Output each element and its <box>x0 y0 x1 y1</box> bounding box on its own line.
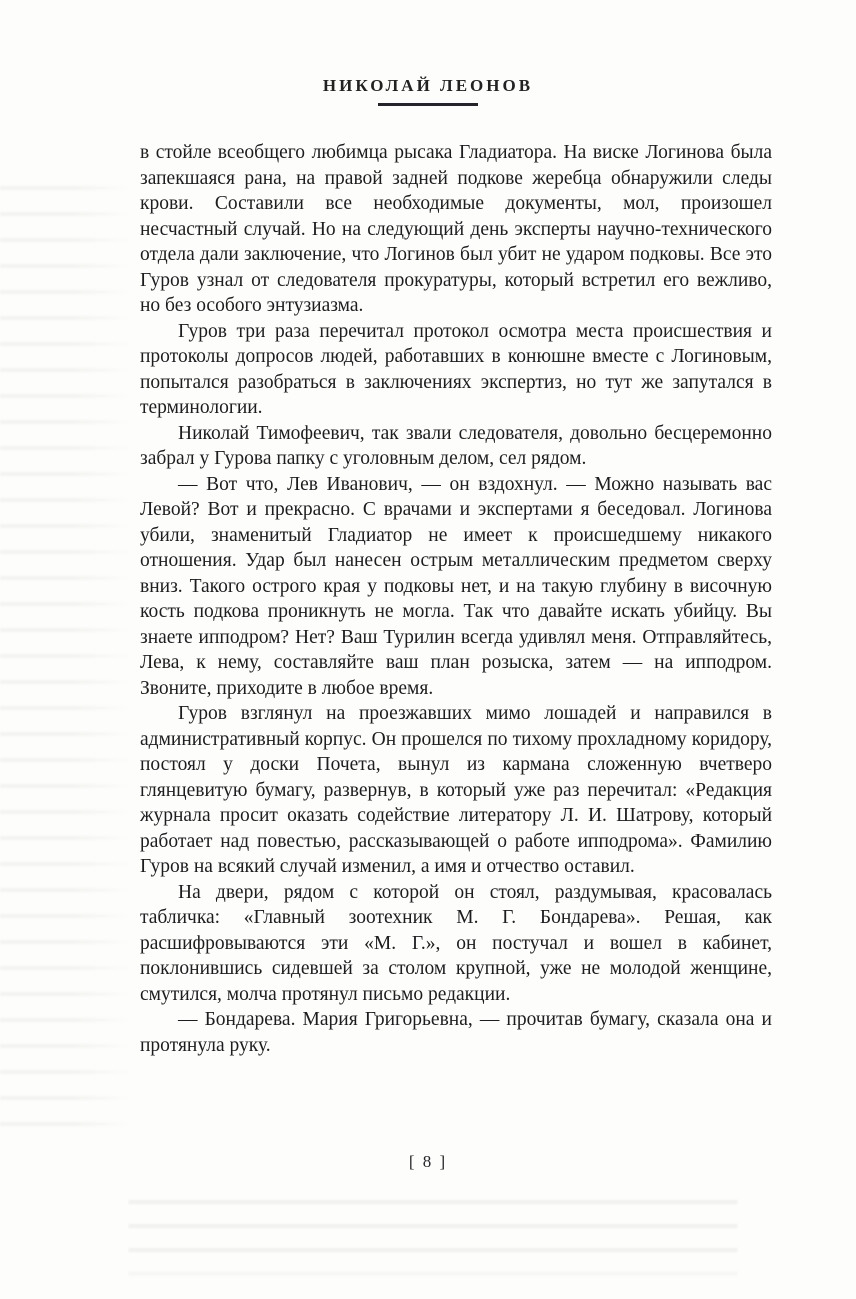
header-rule <box>378 103 478 106</box>
paragraph: — Вот что, Лев Иванович, — он вздохнул. — Можно называть вас Левой? Вот и прекрасно. С врачами и экспертами я беседовал. Логинова убили, знаменитый Гладиатор не имеет к происшедшему никакого отношения. Удар был нанесен острым металлическим предметом сверху вниз. Такого острого края у подковы нет, и на такую глубину в височную кость подкова проникнуть не могла. Так что давайте искать убийцу. Вы знаете ипподром? Нет? Ваш Турилин всегда удивлял меня. Отправляйтесь, Лева, к нему, составляйте ваш план розыска, затем — на ипподром. Звоните, приходите в любое время. <box>140 473 772 699</box>
paragraph: Гуров три раза перечитал протокол осмотра места происшествия и протоколы допросов людей, работавших в конюшне вместе с Логиновым, попытался разобраться в заключениях экспертиз, но тут же запутался в терминологии. <box>140 320 772 418</box>
paragraph: — Бондарева. Мария Григорьевна, — прочитав бумагу, сказала она и протянула руку. <box>140 1009 772 1056</box>
text-block <box>140 140 772 1058</box>
page-header <box>0 0 856 106</box>
running-head-author: НИКОЛАЙ ЛЕОНОВ <box>322 76 534 95</box>
paragraph: Гуров взглянул на проезжавших мимо лошадей и направился в административный корпус. Он прошелся по тихому прохладному коридору, постоял у доски Почета, вынул из кармана сложенную вчетверо глянцевитую бумагу, развернув, в который уже раз перечитал: «Редакция журнала просит оказать содействие литератору Л. И. Шатрову, который работает над повестью, рассказывающей о работе ипподрома». Фамилию Гуров на всякий случай изменил, а имя и отчество оставил. <box>140 703 772 877</box>
paragraph: На двери, рядом с которой он стоял, раздумывая, красовалась табличка: «Главный зоотехник М. Г. Бондарева». Решая, как расшифровываются эти «М. Г.», он постучал и вошел в кабинет, поклонившись сидевшей за столом крупной, уже не молодой женщине, смутился, молча протянул письмо редакции. <box>140 881 772 1005</box>
page-number: [ 8 ] <box>408 1152 448 1171</box>
bleedthrough-artifact-bottom <box>128 1186 738 1292</box>
paragraph: в стойле всеобщего любимца рысака Гладиатора. На виске Логинова была запекшаяся рана, на правой задней подкове жеребца обнаружили следы крови. Составили все необходимые документы, мол, произошел несчастный случай. Но на следующий день эксперты научно-технического отдела дали заключение, что Логинов был убит не ударом подковы. Все это Гуров узнал от следователя прокуратуры, который встретил его вежливо, но без особого энтузиазма. <box>140 142 772 316</box>
paragraph: Николай Тимофеевич, так звали следователя, довольно бесцеремонно забрал у Гурова папку с уголовным делом, сел рядом. <box>140 422 772 469</box>
bleedthrough-artifact-left <box>0 170 132 1130</box>
